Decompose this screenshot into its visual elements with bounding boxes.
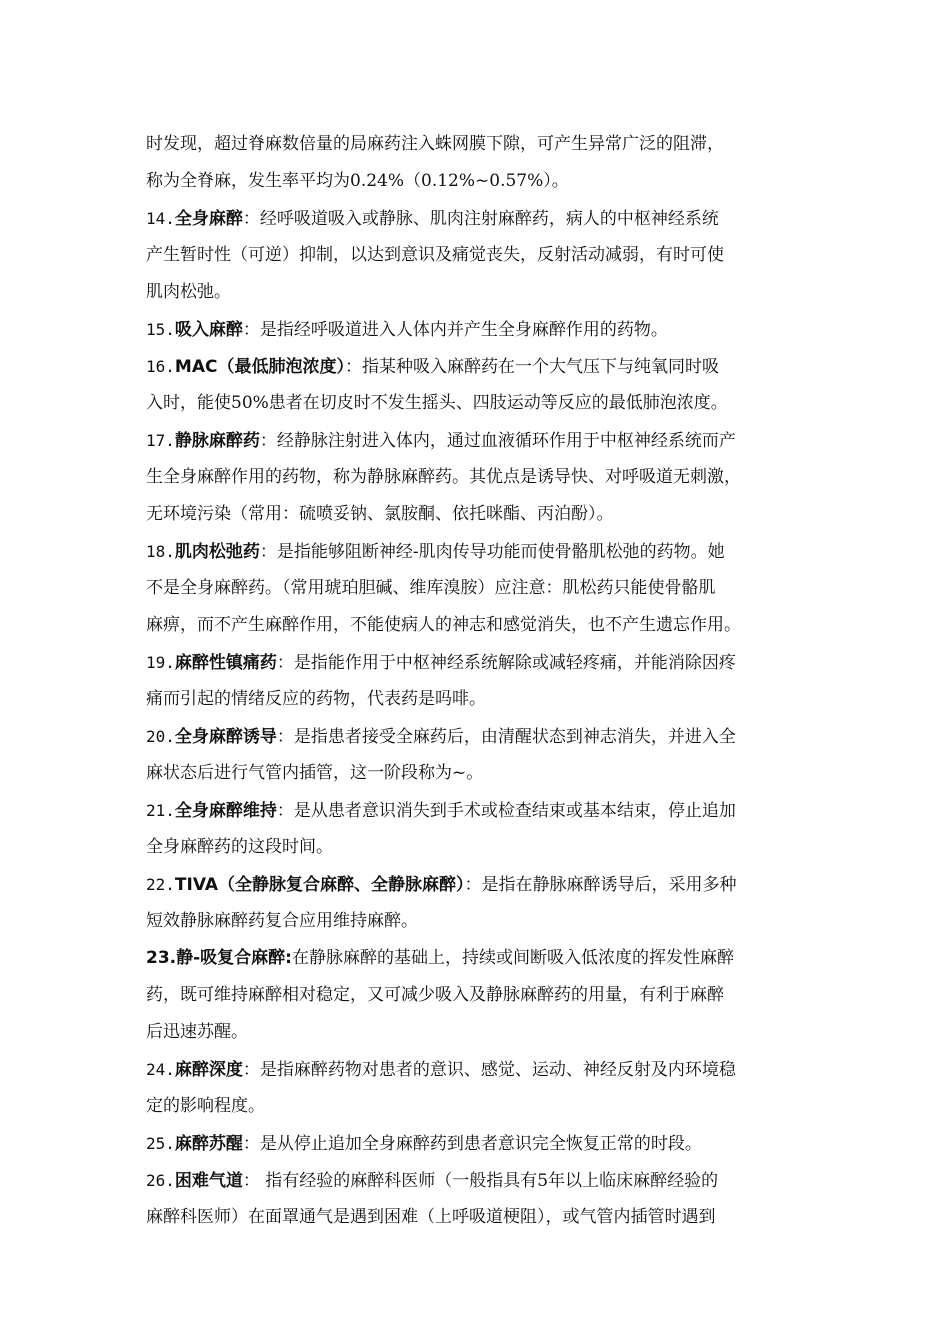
body-text: ：是从患者意识消失到手术或检查结束或基本结束，停止追加 [276,801,736,821]
body-text: 麻醉科医师）在面罩通气是遇到困难（上呼吸道梗阻），或气管内插管时遇到 [146,1207,716,1227]
item-number: 14. [146,209,175,228]
text-line [146,1125,812,1162]
paragraph-p20 [146,718,812,792]
body-text: 短效静脉麻醉药复合应用维持麻醉。 [146,911,418,931]
body-text: 生全身麻醉作用的药物，称为静脉麻醉药。其优点是诱导快、对呼吸道无刺激， [146,467,741,487]
paragraph-p17 [146,422,812,533]
paragraph-p25 [146,1125,812,1162]
term-label: 麻醉性镇痛药 [174,653,277,673]
body-text: 全身麻醉药的这段时间。 [146,837,333,857]
body-text: 肌肉松弛。 [146,282,231,302]
text-line [146,940,812,977]
body-text: 产生暂时性（可逆）抑制，以达到意识及痛觉丧失，反射活动减弱，有时可使 [146,245,724,265]
body-text: ：经静脉注射进入体内，通过血液循环作用于中枢神经系统而产 [259,431,736,451]
text-line [146,126,812,163]
text-line [146,533,812,570]
body-text: 定的影响程度。 [146,1096,265,1116]
item-number: 17. [146,431,175,450]
body-text: 麻痹，而不产生麻醉作用，不能使病人的神志和感觉消失，也不产生遗忘作用。 [146,615,741,635]
text-line [146,1051,812,1088]
body-text: ：指某种吸入麻醉药在一个大气压下与纯氧同时吸 [344,357,719,377]
term-label: 麻醉苏醒 [174,1134,243,1154]
item-number: 26. [146,1171,175,1190]
paragraph-p23 [146,940,812,1051]
text-line [146,274,812,311]
text-line [146,977,812,1014]
body-text: 后迅速苏醒。 [146,1022,248,1042]
paragraph-p16 [146,348,812,422]
term-label: 全身麻醉 [174,209,243,229]
body-text: 无环境污染（常用：硫喷妥钠、氯胺酮、依托咪酯、丙泊酚）。 [146,504,614,524]
body-text: ：是从停止追加全身麻醉药到患者意识完全恢复正常的时段。 [242,1134,702,1154]
item-number: 22. [146,875,175,894]
body-text: ：是指能作用于中枢神经系统解除或减轻疼痛，并能消除因疼 [276,653,736,673]
term-label: MAC（最低肺泡浓度） [174,357,345,377]
item-number: 21. [146,801,175,820]
document-body [146,126,812,1236]
text-line [146,829,812,866]
body-text: ：是指经呼吸道进入人体内并产生全身麻醉作用的药物。 [242,320,668,340]
body-text: 时发现，超过脊麻数倍量的局麻药注入蛛网膜下隙，可产生异常广泛的阻滞， [146,134,724,154]
text-line [146,459,812,496]
item-number: 25. [146,1134,175,1153]
body-text: 入时，能使50%患者在切皮时不发生摇头、四肢运动等反应的最低肺泡浓度。 [146,393,728,413]
body-text: 称为全脊麻，发生率平均为0.24%（0.12%~0.57%）。 [146,171,569,191]
body-text: ：是指患者接受全麻药后，由清醒状态到神志消失，并进入全 [276,727,736,747]
paragraph-p14 [146,200,812,311]
paragraph-p26 [146,1162,812,1236]
term-label: 23.静-吸复合麻醉: [146,948,292,968]
term-label: 困难气道 [174,1171,243,1191]
text-line [146,1162,812,1199]
text-line [146,866,812,903]
paragraph-p19 [146,644,812,718]
body-text: 不是全身麻醉药。（常用琥珀胆碱、维库溴胺）应注意：肌松药只能使骨骼肌 [146,578,716,598]
body-text: 药，既可维持麻醉相对稳定，又可减少吸入及静脉麻醉药的用量，有利于麻醉 [146,985,724,1005]
text-line [146,385,812,422]
paragraph-p13-cont [146,126,812,200]
text-line [146,644,812,681]
term-label: TIVA（全静脉复合麻醉、全静脉麻醉） [174,875,465,895]
body-text: 麻状态后进行气管内插管，这一阶段称为~。 [146,763,484,783]
body-text: ： 指有经验的麻醉科医师（一般指具有5年以上临床麻醉经验的 [242,1171,719,1191]
term-label: 全身麻醉诱导 [174,727,277,747]
body-text: 在静脉麻醉的基础上，持续或间断吸入低浓度的挥发性麻醉 [291,948,734,968]
term-label: 麻醉深度 [174,1060,243,1080]
text-line [146,903,812,940]
paragraph-p21 [146,792,812,866]
paragraph-p15 [146,311,812,348]
text-line [146,496,812,533]
text-line [146,681,812,718]
item-number: 15. [146,320,175,339]
paragraph-p18 [146,533,812,644]
item-number: 20. [146,727,175,746]
text-line [146,1199,812,1236]
body-text: ：是指麻醉药物对患者的意识、感觉、运动、神经反射及内环境稳 [242,1060,736,1080]
text-line [146,755,812,792]
text-line [146,718,812,755]
term-label: 静脉麻醉药 [174,431,260,451]
item-number: 18. [146,542,175,561]
item-number: 24. [146,1060,175,1079]
text-line [146,200,812,237]
paragraph-p24 [146,1051,812,1125]
text-line [146,348,812,385]
body-text: ：是指能够阻断神经-肌肉传导功能而使骨骼肌松弛的药物。她 [259,542,725,562]
term-label: 肌肉松弛药 [174,542,260,562]
body-text: ：经呼吸道吸入或静脉、肌肉注射麻醉药，病人的中枢神经系统 [242,209,719,229]
body-text: 痛而引起的情绪反应的药物，代表药是吗啡。 [146,689,486,709]
text-line [146,422,812,459]
term-label: 全身麻醉维持 [174,801,277,821]
term-label: 吸入麻醉 [174,320,243,340]
text-line [146,311,812,348]
paragraph-p22 [146,866,812,940]
text-line [146,163,812,200]
text-line [146,1014,812,1051]
item-number: 19. [146,653,175,672]
text-line [146,570,812,607]
text-line [146,792,812,829]
body-text: ：是指在静脉麻醉诱导后，采用多种 [464,875,737,895]
item-number: 16. [146,357,175,376]
text-line [146,1088,812,1125]
text-line [146,607,812,644]
text-line [146,237,812,274]
